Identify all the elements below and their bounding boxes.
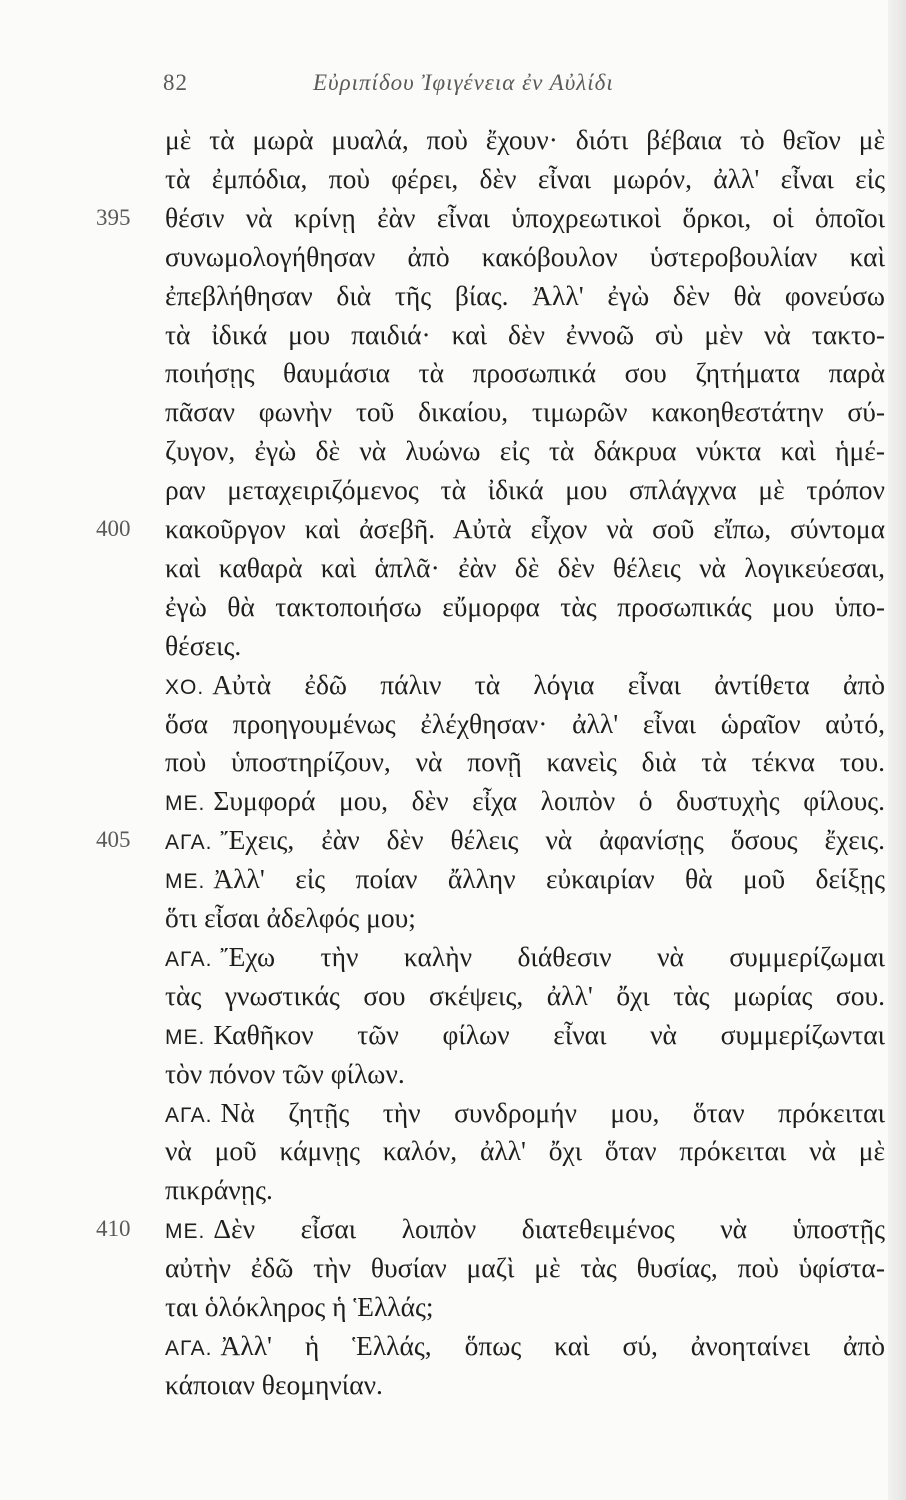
line-text: Ἔχω τὴν καλὴν διάθεσιν νὰ συμμερίζωμαι xyxy=(220,940,885,972)
speaker-label: ΜΕ. xyxy=(165,870,206,894)
text-line xyxy=(165,198,885,238)
text-line xyxy=(165,276,885,316)
line-text: κακοῦργον καὶ ἀσεβῆ. Αὐτὰ εἶχον νὰ σοῦ εἴπω, σύντομα xyxy=(165,513,885,544)
text-line xyxy=(165,431,885,471)
text-line xyxy=(165,548,885,588)
text-line xyxy=(165,742,885,782)
line-text: τὰ ἰδικά μου παιδιά· καὶ δὲν ἐννοῶ σὺ μὲν νὰ τακτο- xyxy=(165,318,885,350)
line-text: Δὲν εἶσαι λοιπὸν διατεθειμένος νὰ ὑποστῇς xyxy=(213,1213,885,1245)
line-text: Καθῆκον τῶν φίλων εἶναι νὰ συμμερίζωνται xyxy=(213,1018,885,1050)
page-number: 82 xyxy=(163,70,188,95)
text-line xyxy=(165,898,885,938)
line-text: Νὰ ζητῇς τὴν συνδρομήν μου, ὅταν πρόκειται xyxy=(220,1096,885,1128)
verse-number: 405 xyxy=(96,827,131,853)
line-text: καὶ καθαρὰ καὶ ἁπλᾶ· ἐὰν δὲ δὲν θέλεις νὰ λογικεύεσαι, xyxy=(165,551,885,583)
line-text: κάποιαν θεομηνίαν. xyxy=(165,1368,383,1400)
speaker-line xyxy=(165,781,885,821)
text-line xyxy=(165,315,885,355)
line-text: ται ὁλόκληρος ἡ Ἑλλάς; xyxy=(165,1291,434,1322)
speaker-line xyxy=(165,1093,885,1133)
line-text: ραν μεταχειριζόμενος τὰ ἰδικά μου σπλάγχνα μὲ τρόπον xyxy=(165,474,885,506)
speaker-label: ΜΕ. xyxy=(165,1025,206,1049)
text-line xyxy=(165,470,885,510)
line-text: νὰ μοῦ κάμνῃς καλόν, ἀλλ' ὄχι ὅταν πρόκειται νὰ μὲ xyxy=(165,1135,885,1167)
speaker-line xyxy=(165,665,885,705)
line-text: πικράνῃς. xyxy=(165,1174,273,1206)
text-line xyxy=(165,159,885,199)
speaker-label: ΑΓΑ. xyxy=(165,1336,213,1360)
line-text: αὐτὴν ἐδῶ τὴν θυσίαν μαζὶ μὲ τὰς θυσίας, ποὺ ὑφίστα- xyxy=(165,1252,885,1284)
line-text: Ἔχεις, ἐὰν δὲν θέλεις νὰ ἀφανίσῃς ὅσους ἔχεις. xyxy=(220,824,885,856)
speaker-label: ΜΕ. xyxy=(165,792,206,816)
text-line xyxy=(165,976,885,1016)
page-header xyxy=(163,70,883,110)
line-text: τὰς γνωστικάς σου σκέψεις, ἀλλ' ὄχι τὰς μωρίας σου. xyxy=(165,979,885,1011)
verse-number: 395 xyxy=(96,204,131,230)
line-text: ποὺ ὑποστηρίζουν, νὰ πονῇ κανεὶς διὰ τὰ τέκνα του. xyxy=(165,746,885,778)
line-text: τὸν πόνον τῶν φίλων. xyxy=(165,1057,405,1089)
line-text: Αὐτὰ ἐδῶ πάλιν τὰ λόγια εἶναι ἀντίθετα ἀπὸ xyxy=(212,668,885,700)
speaker-label: ΧΟ. xyxy=(165,675,205,699)
line-text: Συμφορά μου, δὲν εἶχα λοιπὸν ὁ δυστυχὴς φίλους. xyxy=(213,785,885,817)
speaker-label: ΜΕ. xyxy=(165,1220,206,1244)
line-text: μὲ τὰ μωρὰ μυαλά, ποὺ ἔχουν· διότι βέβαια τὸ θεῖον μὲ xyxy=(165,124,885,155)
text-line xyxy=(165,1054,885,1094)
line-text: Ἀλλ' ἡ Ἑλλάς, ὅπως καὶ σύ, ἀνοηταίνει ἀπὸ xyxy=(220,1329,885,1361)
text-line xyxy=(165,1131,885,1171)
verse-number: 400 xyxy=(96,516,131,541)
line-text: ἐπεβλήθησαν διὰ τῆς βίας. Ἀλλ' ἐγὼ δὲν θὰ φονεύσω xyxy=(165,279,885,311)
text-line xyxy=(165,1170,885,1210)
text-line xyxy=(165,626,885,666)
speaker-line xyxy=(165,1015,885,1055)
line-text: ἐγὼ θὰ τακτοποιήσω εὔμορφα τὰς προσωπικάς μου ὑπο- xyxy=(165,590,885,622)
text-line xyxy=(165,237,885,277)
line-text: ζυγον, ἐγὼ δὲ νὰ λυώνω εἰς τὰ δάκρυα νύκτα καὶ ἡμέ- xyxy=(165,435,885,467)
speaker-label: ΑΓΑ. xyxy=(165,947,213,971)
speaker-label: ΑΓΑ. xyxy=(165,831,213,855)
text-line xyxy=(165,120,885,160)
line-text: τὰ ἐμπόδια, ποὺ φέρει, δὲν εἶναι μωρόν, ἀλλ' εἶναι εἰς xyxy=(165,162,885,194)
line-text: ὅτι εἶσαι ἀδελφός μου; xyxy=(165,902,416,933)
page-edge-shadow xyxy=(888,0,906,1500)
text-line xyxy=(165,587,885,627)
text-line xyxy=(165,353,885,393)
speaker-line xyxy=(165,1326,885,1366)
line-text: θέσιν νὰ κρίνῃ ἐὰν εἶναι ὑποχρεωτικοὶ ὅρκοι, οἱ ὁποῖοι xyxy=(165,201,885,233)
speaker-line xyxy=(165,1209,885,1249)
text-line xyxy=(165,509,885,549)
speaker-line xyxy=(165,820,885,860)
running-title: Εὐριπίδου Ἰφιγένεια ἐν Αὐλίδι xyxy=(313,70,614,95)
text-line xyxy=(165,1365,885,1405)
text-line xyxy=(165,704,885,744)
text-line xyxy=(165,1287,885,1327)
line-text: ὅσα προηγουμένως ἐλέχθησαν· ἀλλ' εἶναι ὡραῖον αὐτό, xyxy=(165,707,885,739)
text-line xyxy=(165,392,885,432)
text-line xyxy=(165,1248,885,1288)
speaker-line xyxy=(165,937,885,977)
line-text: ποιήσῃς θαυμάσια τὰ προσωπικά σου ζητήματα παρὰ xyxy=(165,357,885,389)
line-text: Ἀλλ' εἰς ποίαν ἄλλην εὐκαιρίαν θὰ μοῦ δείξῃς xyxy=(213,863,885,895)
speaker-line xyxy=(165,859,885,899)
line-text: πᾶσαν φωνὴν τοῦ δικαίου, τιμωρῶν κακοηθεστάτην σύ- xyxy=(165,396,885,428)
line-text: συνωμολογήθησαν ἀπὸ κακόβουλον ὑστεροβουλίαν καὶ xyxy=(165,240,885,272)
verse-number: 410 xyxy=(96,1216,131,1242)
speaker-label: ΑΓΑ. xyxy=(165,1103,213,1127)
line-text: θέσεις. xyxy=(165,629,242,661)
